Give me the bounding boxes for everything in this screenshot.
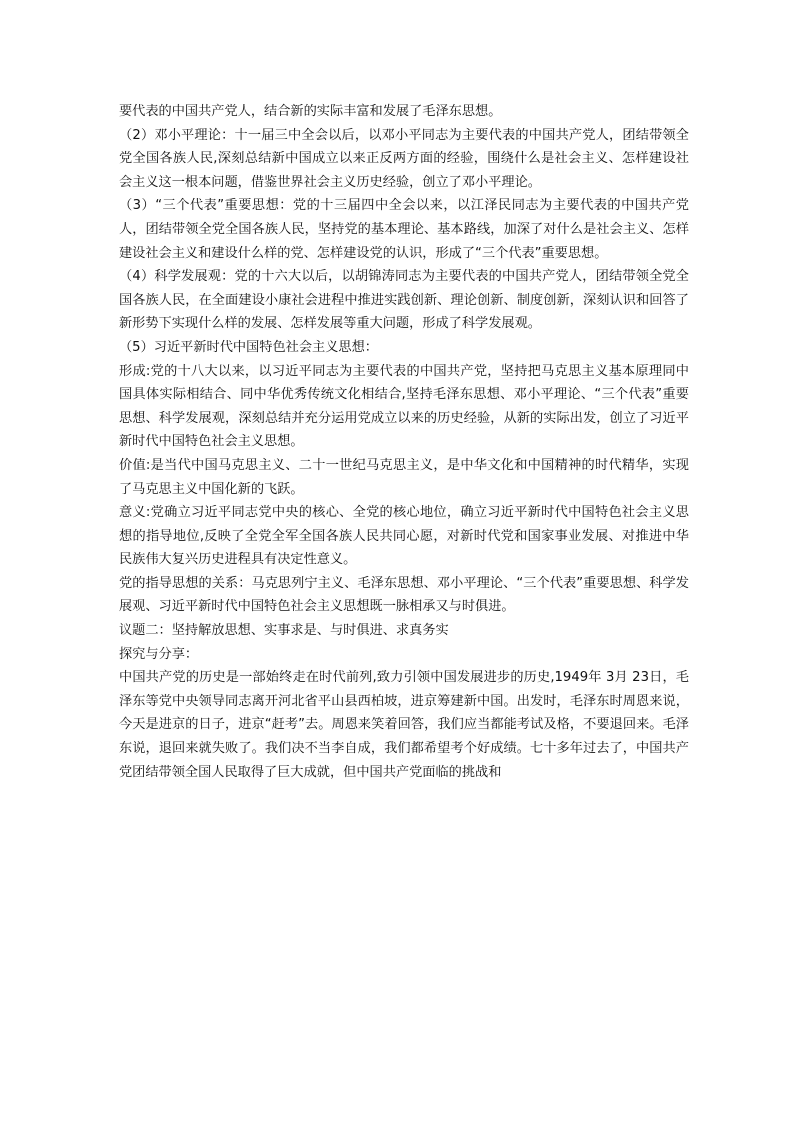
paragraph-three-represents: （3）“三个代表”重要思想：党的十三届四中全会以来，以江泽民同志为主要代表的中国共产党人，团结带领全党全国各族人民，坚持党的基本理论、基本路线，加深了对什么是社会主义、怎样建设社会主义和建设什么样的党、怎样建设党的认识，形成了“三个代表”重要思想。 — [119, 198, 689, 261]
paragraph-value: 价值:是当代中国马克思主义、二十一世纪马克思主义，是中华文化和中国精神的时代精华，实现了马克思主义中国化新的飞跃。 — [119, 457, 689, 497]
explore-share-heading: 探究与分享： — [119, 646, 199, 662]
paragraph-history-story: 中国共产党的历史是一部始终走在时代前列,致力引领中国发展进步的历史,1949年 3月 23日，毛泽东等党中央领导同志离开河北省平山县西柏坡，进京筹建新中国。出发时，毛泽东时周恩来说，今天是进京的日子，进京“赶考”去。周恩来笑着回答，我们应当都能考试及格，不要退回来。毛泽东说，退回来就失败了。我们决不当李自成，我们都希望考个好成绩。七十多年过去了，中国共产党团结带领全国人民取得了巨大成就，但中国共产党面临的挑战和 — [119, 670, 689, 780]
paragraph-deng-xiaoping-theory: （2）邓小平理论：十一届三中全会以后，以邓小平同志为主要代表的中国共产党人，团结带领全党全国各族人民,深刻总结新中国成立以来正反两方面的经验，围绕什么是社会主义、怎样建设社会主义这一根本问题，借鉴世界社会主义历史经验，创立了邓小平理论。 — [119, 127, 689, 190]
paragraph-xi-thought-heading: （5）习近平新时代中国特色社会主义思想： — [119, 339, 378, 355]
paragraph-significance: 意义:党确立习近平同志党中央的核心、全党的核心地位，确立习近平新时代中国特色社会主义思想的指导地位,反映了全党全军全国各族人民共同心愿，对新时代党和国家事业发展、对推进中华民族伟大复兴历史进程具有决定性意义。 — [119, 505, 689, 568]
paragraph-relationship: 党的指导思想的关系：马克思列宁主义、毛泽东思想、邓小平理论、“三个代表”重要思想、科学发展观、习近平新时代中国特色社会主义思想既一脉相承又与时俱进。 — [119, 575, 689, 615]
paragraph-scientific-outlook: （4）科学发展观：党的十六大以后，以胡锦涛同志为主要代表的中国共产党人，团结带领全党全国各族人民，在全面建设小康社会进程中推进实践创新、理论创新、制度创新，深刻认识和回答了新形势下实现什么样的发展、怎样发展等重大问题，形成了科学发展观。 — [119, 269, 689, 332]
paragraph-formation: 形成:党的十八大以来，以习近平同志为主要代表的中国共产党，坚持把马克思主义基本原理同中国具体实际相结合、同中华优秀传统文化相结合,坚持毛泽东思想、邓小平理论、“三个代表”重要思想、科学发展观，深刻总结并充分运用党成立以来的历史经验，从新的实际出发，创立了习近平新时代中国特色社会主义思想。 — [119, 363, 689, 450]
document-page — [119, 100, 689, 784]
topic-two-heading: 议题二：坚持解放思想、实事求是、与时俱进、求真务实 — [119, 623, 449, 639]
paragraph-intro-continuation: 要代表的中国共产党人，结合新的实际丰富和发展了毛泽东思想。 — [119, 104, 502, 119]
